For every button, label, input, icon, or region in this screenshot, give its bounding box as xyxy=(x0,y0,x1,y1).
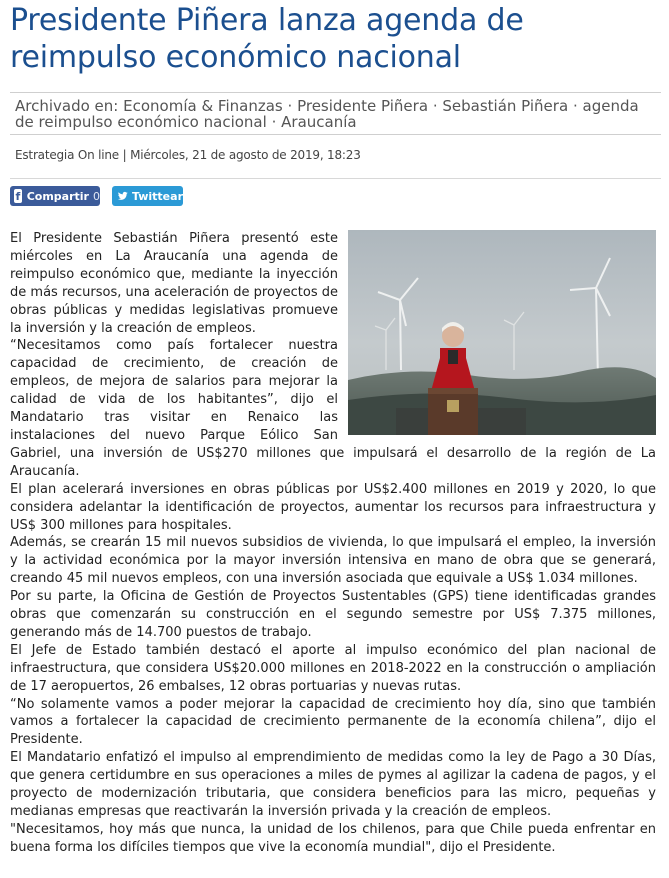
tag-separator: · xyxy=(271,113,277,131)
article-paragraph: Por su parte, la Oficina de Gestión de Proyectos Sustentables (GPS) tiene identificadas grandes obras que comenzarán su construcción en el segundo semestre por US$ 7.375 millones, generando más de 14.700 puestos de trabajo. xyxy=(10,589,656,640)
tag-link[interactable]: Presidente Piñera xyxy=(297,97,429,115)
article-paragraph: El plan acelerará inversiones en obras públicas por US$2.400 millones en 2019 y 2020, lo que considera adelantar la identificación de proyectos, aumentar los recursos para infraestructura y US$ 300 millones para hospitales. xyxy=(10,481,656,533)
twitter-share-label: Twittear xyxy=(131,189,183,203)
archived-in-tags xyxy=(10,92,661,135)
tag-separator: · xyxy=(432,97,438,115)
tag-link[interactable]: Sebastián Piñera xyxy=(442,97,569,115)
tag-link[interactable]: agenda de reimpulso económico nacional xyxy=(15,97,639,131)
article-title: Presidente Piñera lanza agenda de reimpulso económico nacional xyxy=(10,3,524,75)
byline-date: Miércoles, 21 de agosto de 2019, 18:23 xyxy=(130,148,361,162)
twitter-share-button[interactable] xyxy=(112,186,183,206)
byline-source: Estrategia On line xyxy=(15,148,119,162)
facebook-share-label: Compartir xyxy=(26,189,89,203)
tag-link[interactable]: Araucanía xyxy=(281,113,357,131)
tag-separator: · xyxy=(572,97,578,115)
article-body xyxy=(10,230,656,857)
article-paragraph: “Necesitamos como país fortalecer nuestra capacidad de crecimiento, de creación de empleos, de mejora de salarios para mejorar la calidad de vida de los habitantes”, dijo el Mandatario tras visitar en Renaico las instalaciones del nuevo Parque Eólico San Gabriel, una inversión de US$270 millones que impulsará el desarrollo de la región de La Araucanía. xyxy=(10,338,656,479)
article-paragraph: El Jefe de Estado también destacó el aporte al impulso económico del plan nacional de infraestructura, que considera US$20.000 millones en 2018-2022 en la construcción o ampliación de 17 aeropuertos, 26 embalses, 12 obras portuarias y nuevas rutas. xyxy=(10,642,656,694)
article-paragraph: El Mandatario enfatizó el impulso al emprendimiento de medidas como la ley de Pago a 30 Días, que genera certidumbre en sus operaciones a miles de pymes al agilizar la cadena de pagos, y el proyecto de modernización tributaria, que considera beneficios para las micro, pequeñas y medianas empresas que reactivarán la inversión privada y la creación de empleos. xyxy=(10,750,656,819)
byline-separator: | xyxy=(122,148,127,162)
article-paragraph: “No solamente vamos a poder mejorar la capacidad de crecimiento hoy día, sino que también vamos a fortalecer la capacidad de crecimiento permanente de la economía chilena”, dijo el Presidente. xyxy=(10,696,656,748)
article-byline xyxy=(15,148,361,162)
article-paragraph: "Necesitamos, hoy más que nunca, la unidad de los chilenos, para que Chile pueda enfrentar en buena forma los difíciles tiempos que vive la economía mundial", dijo el Presidente. xyxy=(10,821,656,855)
tag-link[interactable]: Economía & Finanzas xyxy=(123,97,283,115)
archived-label: Archivado en: xyxy=(15,97,119,115)
article-paragraph: Además, se crearán 15 mil nuevos subsidios de vivienda, lo que impulsará el empleo, la inversión y la actividad económica por la mayor inversión intensiva en mano de obra que se generará, creando 45 mil nuevos empleos, con una inversión asociada que equivale a US$ 1.034 millones. xyxy=(10,535,656,587)
facebook-share-button[interactable] xyxy=(10,186,100,206)
facebook-icon: f xyxy=(15,190,21,203)
article-paragraph: El Presidente Sebastián Piñera presentó este miércoles en La Araucanía una agenda de reimpulso económico que, mediante la inyección de más recursos, una aceleración de proyectos de obras públicas y medidas legislativas promueve la inversión y la creación de empleos. xyxy=(10,231,338,336)
article-photo xyxy=(348,230,656,435)
tag-separator: · xyxy=(287,97,293,115)
twitter-bird-icon xyxy=(118,190,128,202)
facebook-share-count: 0 xyxy=(93,189,100,203)
divider xyxy=(10,178,661,179)
